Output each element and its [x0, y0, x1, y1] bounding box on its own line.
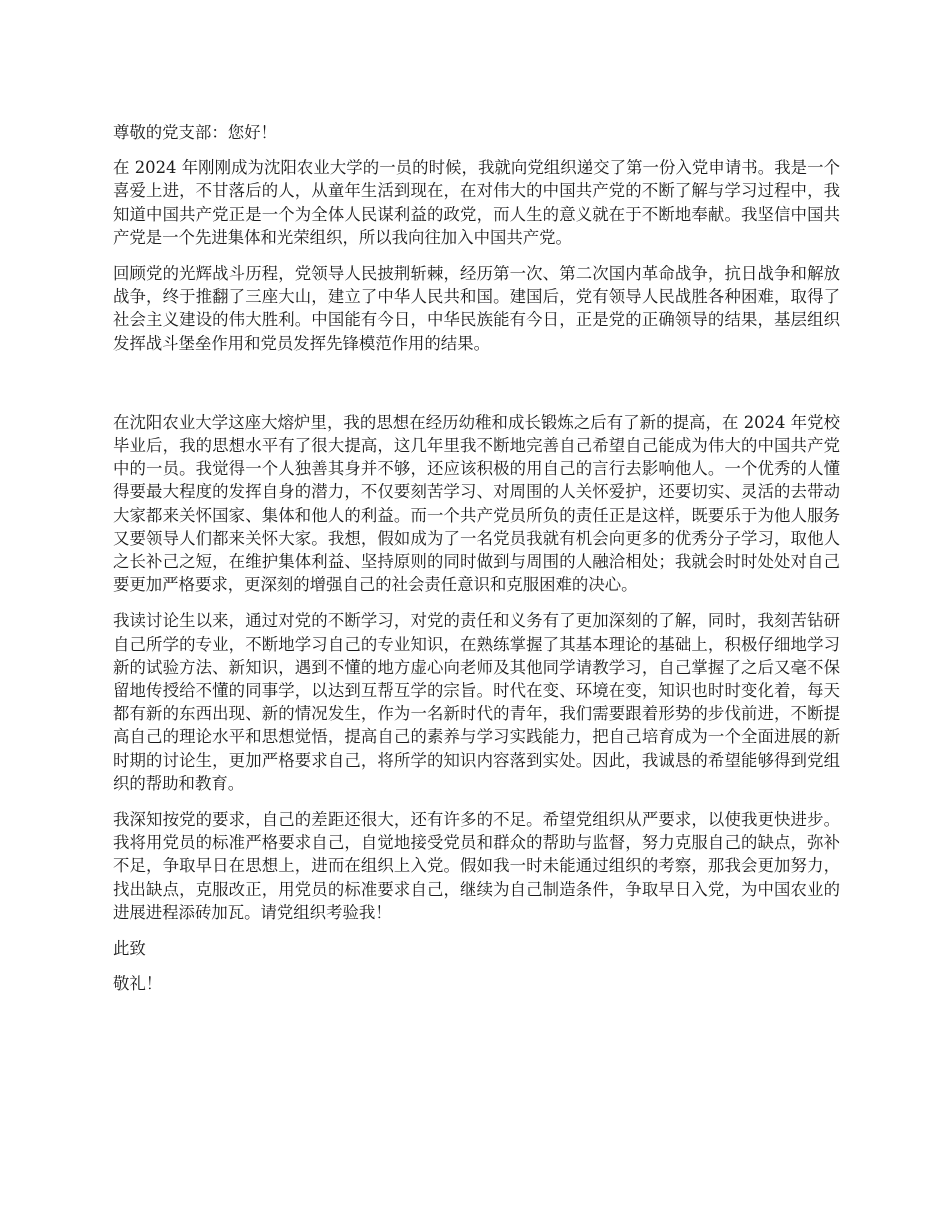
letter-body — [113, 121, 840, 1008]
paragraph-party-history: 回顾党的光辉战斗历程，党领导人民披荆斩棘，经历第一次、第二次国内革命战争，抗日战争和解放战争，终于推翻了三座大山，建立了中华人民共和国。建国后，党有领导人民战胜各种困难，取得了社会主义建设的伟大胜利。中国能有今日，中华民族能有今日，正是党的正确领导的结果，基层组织发挥战斗堡垒作用和党员发挥先锋模范作用的结果。 — [113, 264, 840, 353]
paragraph-commitment: 我深知按党的要求，自己的差距还很大，还有许多的不足。希望党组织从严要求，以使我更快进步。我将用党员的标准严格要求自己，自觉地接受党员和群众的帮助与监督，努力克服自己的缺点，弥补不足，争取早日在思想上，进而在组织上入党。假如我一时未能通过组织的考察，那我会更加努力，找出缺点，克服改正，用党员的标准要求自己，继续为自己制造条件，争取早日入党，为中国农业的进展进程添砖加瓦。请党组织考验我！ — [113, 810, 840, 922]
paragraph-application: 在 2024 年刚刚成为沈阳农业大学的一员的时候，我就向党组织递交了第一份入党申请书。我是一个喜爱上进，不甘落后的人，从童年生活到现在，在对伟大的中国共产党的不断了解与学习过程中，我知道中国共产党正是一个为全体人民谋利益的政党，而人生的意义就在于不断地奉献。我坚信中国共产党是一个先进集体和光荣组织，所以我向往加入中国共产党。 — [113, 158, 840, 247]
closing-greeting: 此致 — [113, 939, 146, 959]
paragraph-study: 我读讨论生以来，通过对党的不断学习，对党的责任和义务有了更加深刻的了解，同时，我刻苦钻研自己所学的专业，不断地学习自己的专业知识，在熟练掌握了其基本理论的基础上，积极仔细地学习新的试验方法、新知识，遇到不懂的地方虚心向老师及其他同学请教学习，自己掌握了之后又毫不保留地传授给不懂的同事学，以达到互帮互学的宗旨。时代在变、环境在变，知识也时时变化着，每天都有新的东西出现、新的情况发生，作为一名新时代的青年，我们需要跟着形势的步伐前进，不断提高自己的理论水平和思想觉悟，提高自己的素养与学习实践能力，把自己培育成为一个全面进展的新时期的讨论生，更加严格要求自己，将所学的知识内容落到实处。因此，我诚恳的希望能够得到党组织的帮助和教育。 — [113, 611, 840, 793]
closing-salute: 敬礼！ — [113, 974, 163, 994]
paragraph-thought-progress: 在沈阳农业大学这座大熔炉里，我的思想在经历幼稚和成长锻炼之后有了新的提高，在 2024 年党校毕业后，我的思想水平有了很大提高，这几年里我不断地完善自己希望自己能成为伟大的中国共产党中的一员。我觉得一个人独善其身并不够，还应该积极的用自己的言行去影响他人。一个优秀的人懂得要最大程度的发挥自身的潜力，不仅要刻苦学习、对周围的人关怀爱护，还要切实、灵活的去带动大家都来关怀国家、集体和他人的利益。而一个共产党员所负的责任正是这样，既要乐于为他人服务又要领导人们都来关怀大家。我想，假如成为了一名党员我就有机会向更多的优秀分子学习，取他人之长补己之短，在维护集体利益、坚持原则的同时做到与周围的人融洽相处；我就会时时处处对自己要更加严格要求，更深刻的增强自己的社会责任意识和克服困难的决心。 — [113, 412, 840, 595]
letter-salutation: 尊敬的党支部：您好！ — [113, 123, 277, 142]
